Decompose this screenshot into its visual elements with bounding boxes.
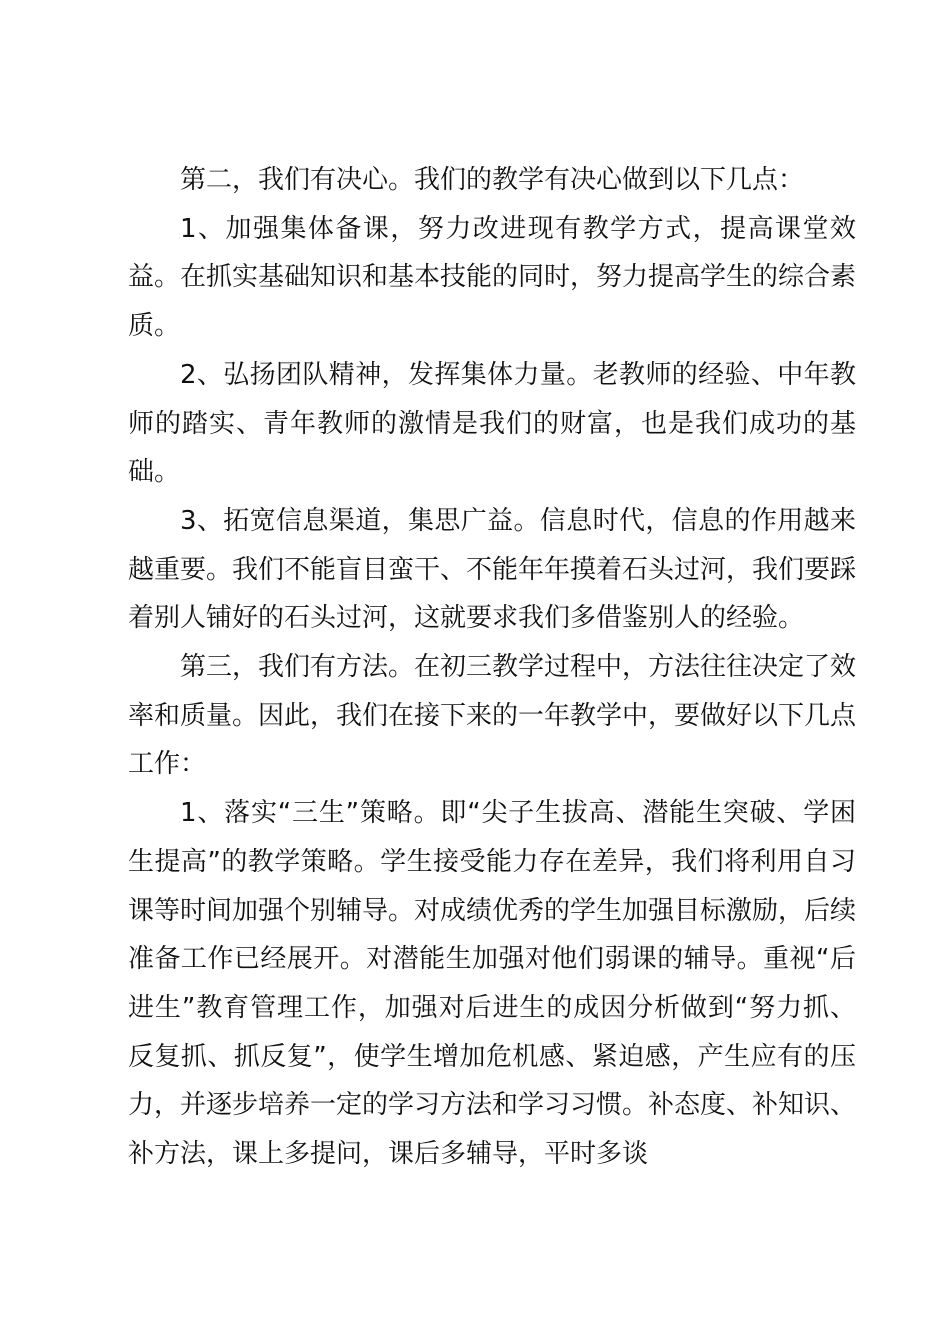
paragraph: 3、拓宽信息渠道，集思广益。信息时代，信息的作用越来越重要。我们不能盲目蛮干、不能年年摸着石头过河，我们要踩着别人铺好的石头过河，这就要求我们多借鉴别人的经验。 bbox=[128, 505, 857, 634]
paragraph: 1、落实“三生”策略。即“尖子生拔高、潜能生突破、学困生提高”的教学策略。学生接受能力存在差异，我们将利用自习课等时间加强个别辅导。对成绩优秀的学生加强目标激励，后续准备工作已经展开。对潜能生加强对他们弱课的辅导。重视“后进生”教育管理工作，加强对后进生的成因分析做到“努力抓、反复抓、抓反复”，使学生增加危机感、紧迫感，产生应有的压力，并逐步培养一定的学习方法和学习习惯。补态度、补知识、补方法，课上多提问，课后多辅导，平时多谈 bbox=[128, 798, 857, 1170]
paragraph: 第三，我们有方法。在初三教学过程中，方法往往决定了效率和质量。因此，我们在接下来的一年教学中，要做好以下几点工作： bbox=[128, 652, 857, 780]
paragraph: 2、弘扬团队精神，发挥集体力量。老教师的经验、中年教师的踏实、青年教师的激情是我们的财富，也是我们成功的基础。 bbox=[128, 359, 856, 488]
paragraph: 1、加强集体备课，努力改进现有教学方式，提高课堂效益。在抓实基础知识和基本技能的同时，努力提高学生的综合素质。 bbox=[128, 213, 857, 342]
document-body bbox=[128, 156, 856, 1179]
paragraph: 第二，我们有决心。我们的教学有决心做到以下几点： bbox=[180, 165, 805, 195]
